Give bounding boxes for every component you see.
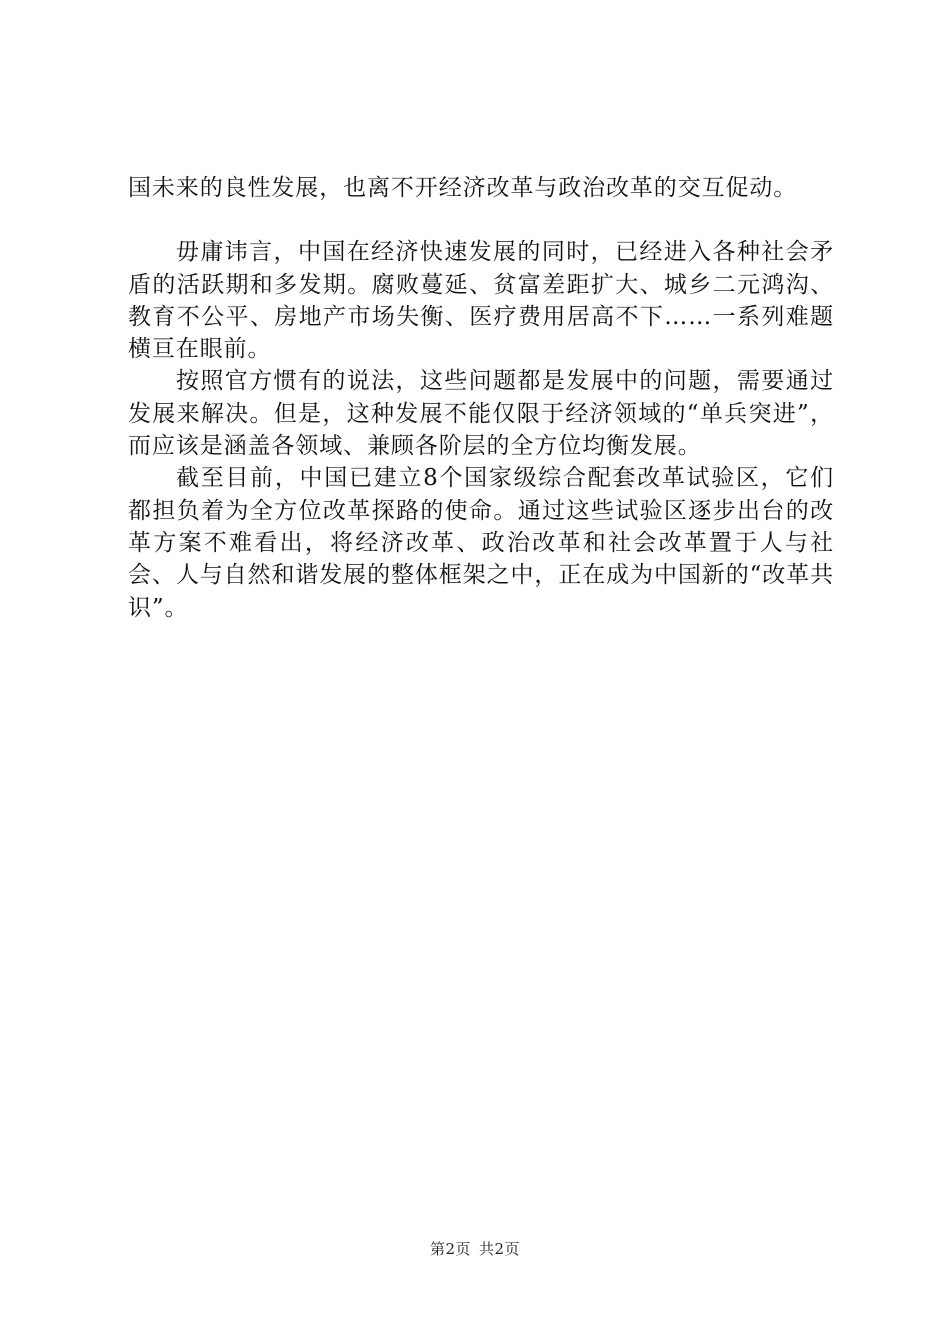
page-number: 第2页 (429, 1240, 471, 1258)
paragraph-social-issues: 毋庸讳言，中国在经济快速发展的同时，已经进入各种社会矛盾的活跃期和多发期。腐败蔓延、贫富差距扩大、城乡二元鸿沟、教育不公平、房地产市场失衡、医疗费用居高不下……一系列难题横亘在眼前。 (128, 239, 834, 363)
paragraph-reform-zones: 截至目前，中国已建立8个国家级综合配套改革试验区，它们都担负着为全方位改革探路的使命。通过这些试验区逐步出台的改革方案不难看出，将经济改革、政治改革和社会改革置于人与社会、人与自然和谐发展的整体框架之中，正在成为中国新的“改革共识”。 (128, 465, 834, 621)
paragraph-continuation: 国未来的良性发展，也离不开经济改革与政治改革的交互促动。 (128, 175, 798, 201)
page-total: 共2页 (479, 1240, 521, 1258)
document-body (128, 172, 834, 624)
page-footer (0, 1238, 950, 1259)
paragraph-balanced-development: 按照官方惯有的说法，这些问题都是发展中的问题，需要通过发展来解决。但是，这种发展不能仅限于经济领域的“单兵突进”，而应该是涵盖各领域、兼顾各阶层的全方位均衡发展。 (128, 368, 834, 460)
